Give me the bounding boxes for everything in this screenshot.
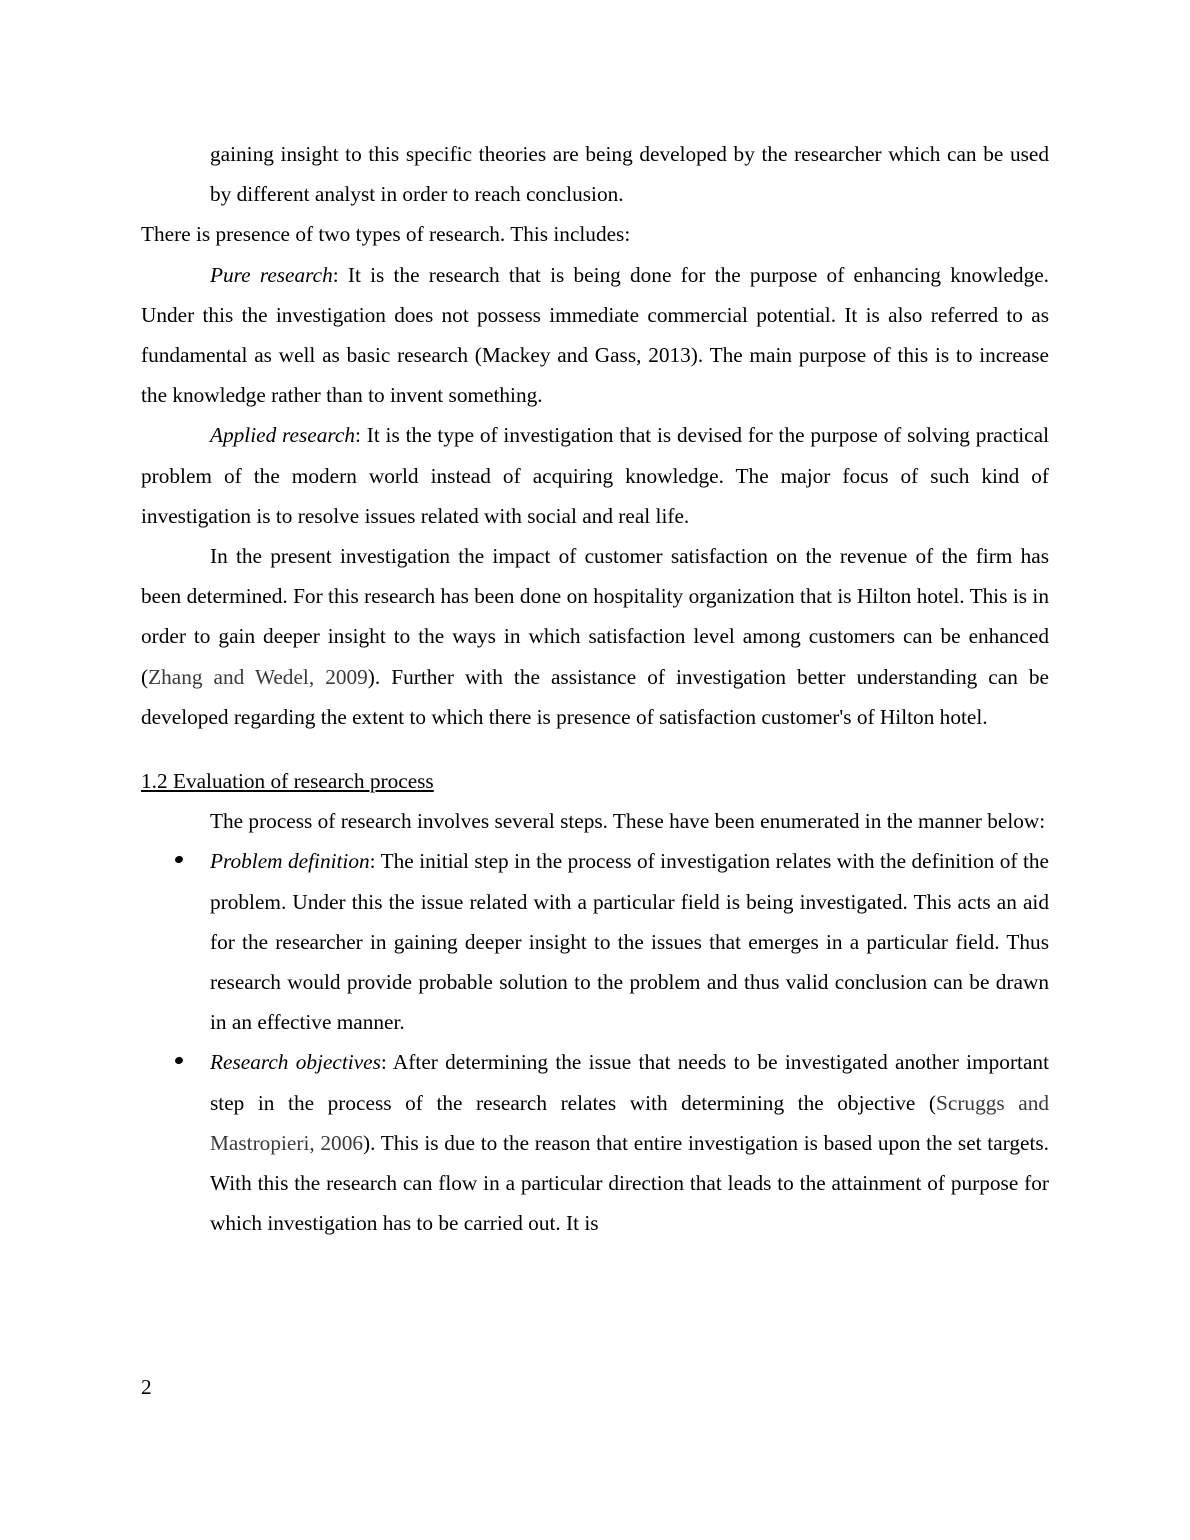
research-types-intro: There is presence of two types of research. This includes: [141, 222, 631, 247]
present-investigation-paragraph [141, 536, 1049, 737]
continuation-paragraph: gaining insight to this specific theories are being developed by the researcher which can be used by different analyst in order to reach conclusion. [210, 142, 1049, 207]
citation-scruggs-mastropieri: Scruggs and Mastropieri, 2006 [210, 1090, 1049, 1155]
bullet-icon [174, 1056, 184, 1065]
problem-definition-term: Problem definition [210, 849, 370, 874]
research-objectives-term: Research objectives [210, 1050, 381, 1075]
pure-research-term: Pure research [210, 262, 333, 287]
pure-research-text: : It is the research that is being done for the purpose of enhancing knowledge. Under this the investigation does not possess immediate commercial potential. It is also referred to as fundamental as well as basic research (Mackey and Gass, 2013). The main purpose of this is to increase the knowledge rather than to invent something. [141, 262, 1049, 408]
citation-zhang-wedel: Zhang and Wedel, 2009 [148, 664, 368, 689]
applied-research-paragraph [141, 415, 1049, 536]
present-text-before: In the present investigation the impact of customer satisfaction on the revenue of the firm has been determined. For this research has been done on hospitality organization that is Hilton hotel. This is in order to gain deeper insight to the ways in which satisfaction level among customers can be enhanced ( [141, 544, 1049, 689]
list-item [141, 841, 1049, 1042]
section-heading: 1.2 Evaluation of research process [141, 769, 434, 794]
applied-research-term: Applied research [210, 423, 355, 448]
process-steps-list [141, 841, 1049, 1243]
page-number: 2 [141, 1375, 152, 1399]
research-objectives-text-before: : After determining the issue that needs to be investigated another important step in the process of the research relates with determining the objective ( [210, 1050, 1049, 1115]
applied-research-text: : It is the type of investigation that is devised for the purpose of solving practical problem of the modern world instead of acquiring knowledge. The major focus of such kind of investigation is to resolve issues related with social and real life. [141, 423, 1049, 528]
document-body [141, 134, 1049, 1243]
pure-research-paragraph [141, 255, 1049, 416]
research-objectives-text-after: ). This is due to the reason that entire investigation is based upon the set targets. With this the research can flow in a particular direction that leads to the attainment of purpose for which investigation has to be carried out. It is [210, 1130, 1050, 1236]
present-text-after: ). Further with the assistance of investigation better understanding can be developed regarding the extent to which there is presence of satisfaction customer's of Hilton hotel. [141, 664, 1049, 729]
bullet-icon [174, 855, 184, 864]
list-item [141, 1042, 1049, 1243]
process-intro-paragraph: The process of research involves several steps. These have been enumerated in the manner below: [210, 809, 1046, 834]
problem-definition-text: : The initial step in the process of investigation relates with the definition of the problem. Under this the issue related with a particular field is being investigated. This acts an aid for the researcher in gaining deeper insight to the issues that emerges in a particular field. Thus research would provide probable solution to the problem and thus valid conclusion can be drawn in an effective manner. [210, 849, 1049, 1035]
